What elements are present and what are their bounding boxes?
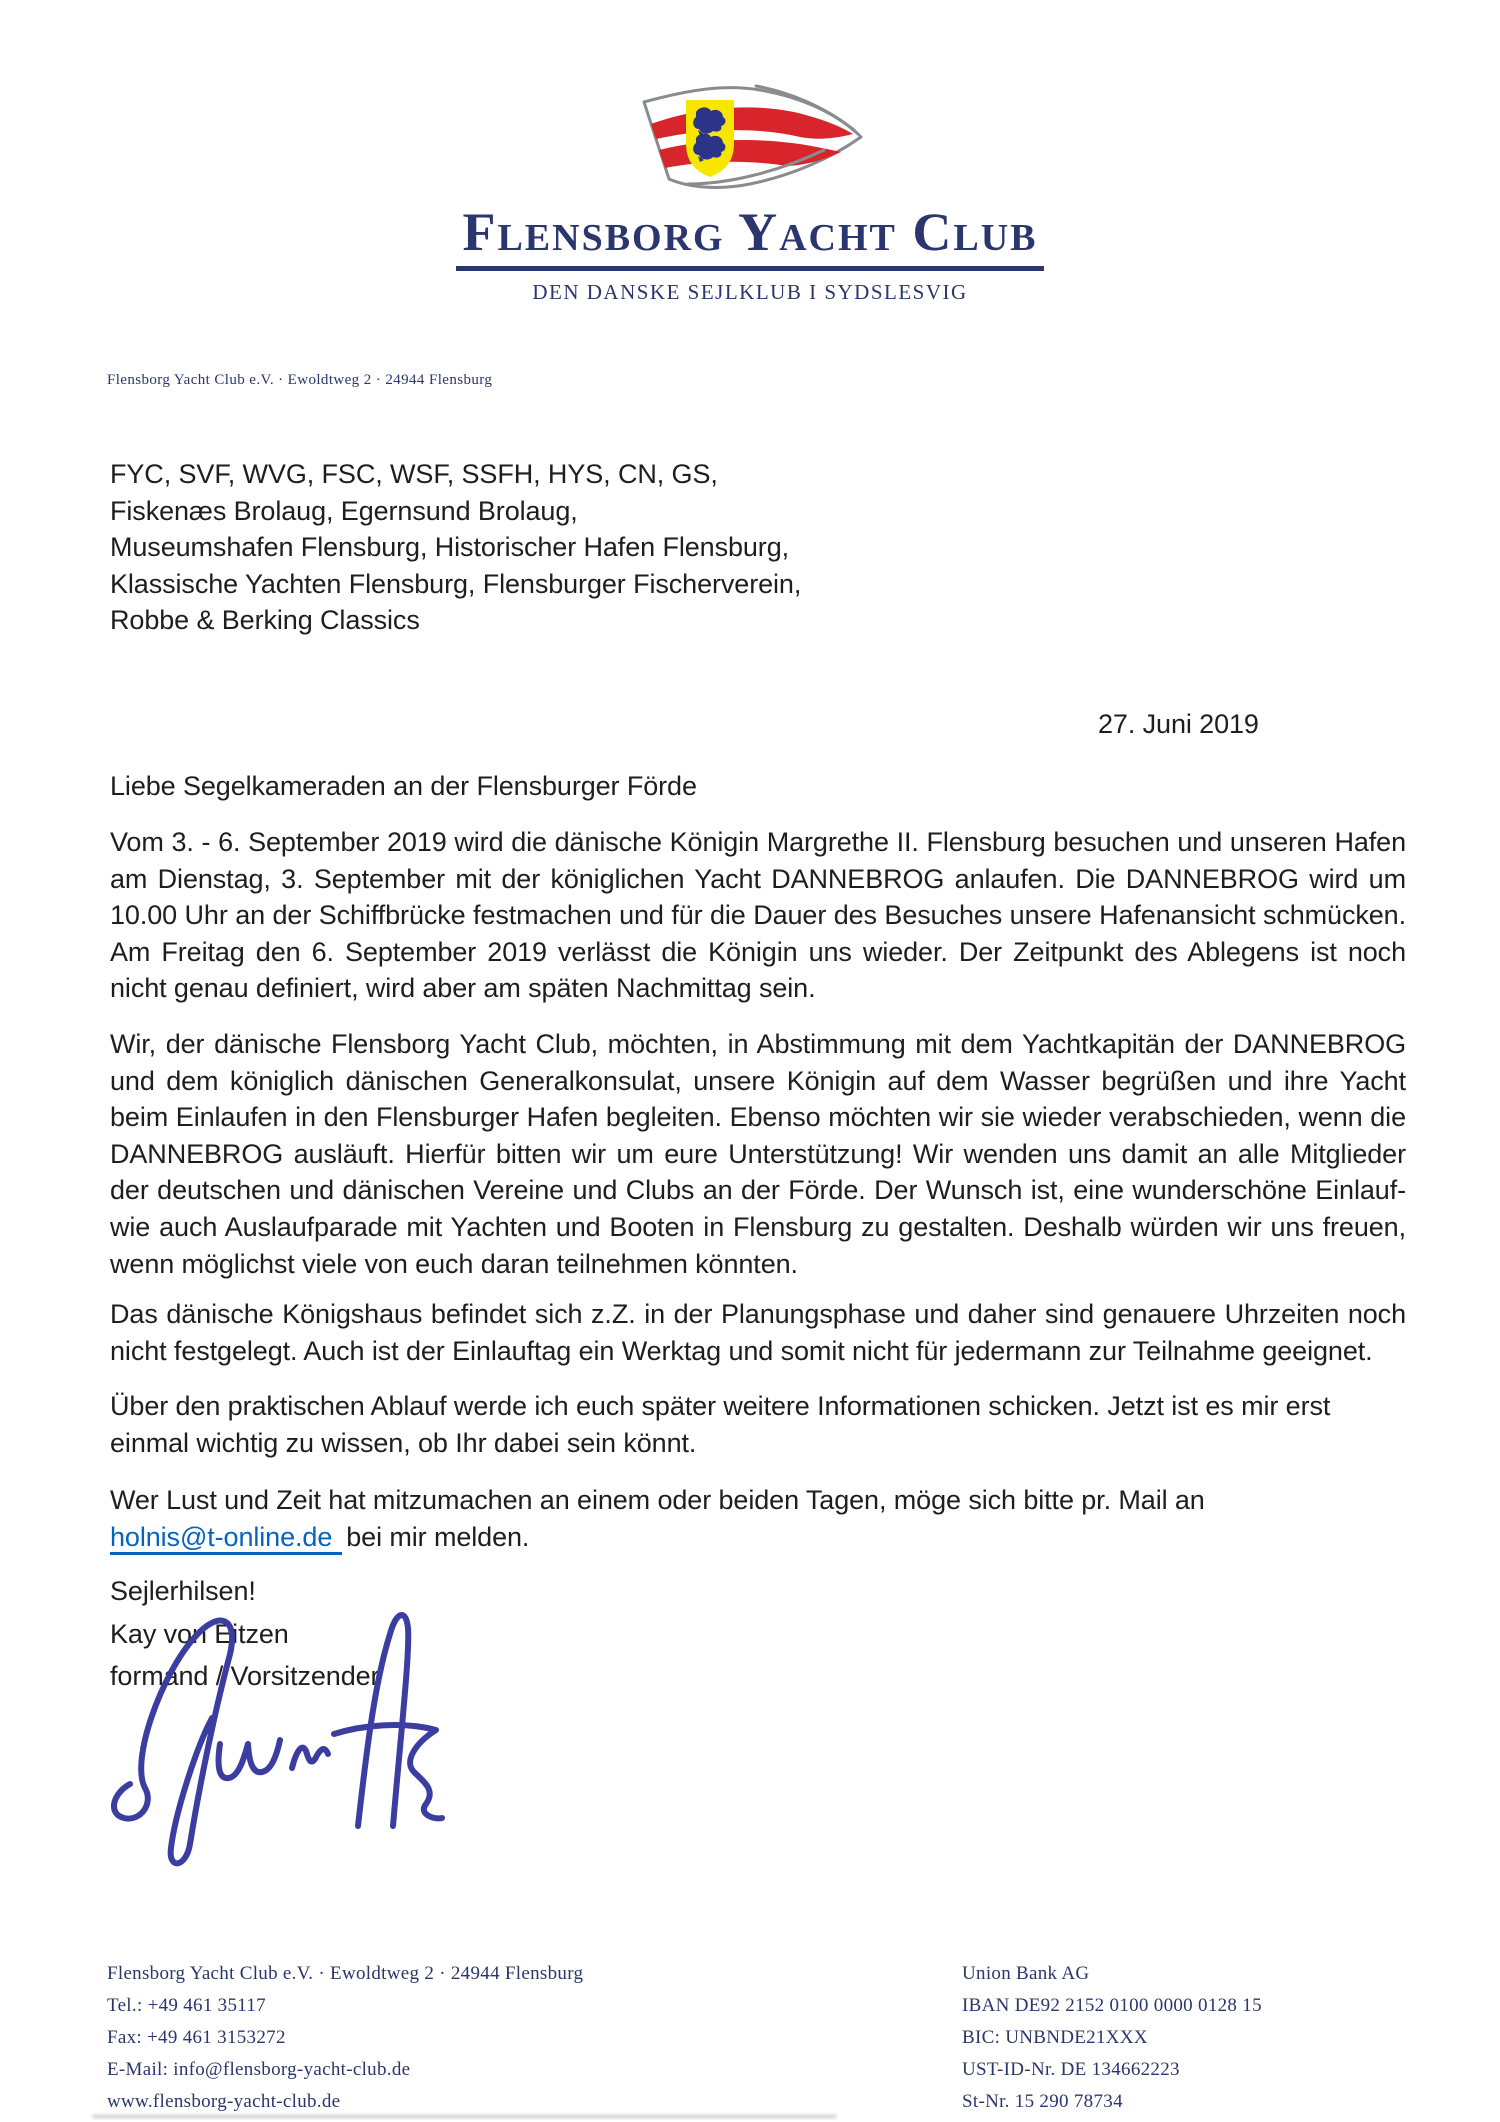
footer-fax: Fax: +49 461 3153272 xyxy=(107,2027,286,2048)
paragraph-parade-request: Wir, der dänische Flensborg Yacht Club, möchten, in Abstimmung mit dem Yachtkapitän der DANNEBROG und dem königlich dänischen Generalkonsulat, unsere Königin auf dem Wasser begrüßen und ihre Yacht beim Einlaufen in den Flensburger Hafen begleiten. Ebenso möchten wir sie wieder verabschieden, wenn die DANNEBROG ausläuft. Hierfür bitten wir um eure Unterstützung! Wir wenden uns damit an alle Mitglieder der deutschen und dänischen Vereine und Clubs an der Förde. Der Wunsch ist, eine wunderschöne Einlauf- wie auch Auslaufparade mit Yachten und Booten in Flensburg zu gestalten. Deshalb würden wir uns freuen, wenn möglichst viele von euch daran teilnehmen könnten. xyxy=(110,1029,1406,1279)
club-tagline: DEN DANSKE SEJLKLUB I SYDSLESVIG xyxy=(532,279,968,304)
footer-contact-block xyxy=(107,1958,583,2118)
signoff-role: formand / Vorsitzender xyxy=(110,1661,380,1691)
footer-bank-name: Union Bank AG xyxy=(962,1963,1090,1984)
footer-st-nr: St-Nr. 15 290 78734 xyxy=(962,2091,1123,2112)
footer-ust-id: UST-ID-Nr. DE 134662223 xyxy=(962,2059,1180,2080)
footer-address: Flensborg Yacht Club e.V. · Ewoldtweg 2 · 24944 Flensburg xyxy=(107,1963,584,1984)
signoff-name: Kay von Eitzen xyxy=(110,1618,289,1649)
contact-text-post: bei mir melden. xyxy=(346,1521,530,1552)
footer-bic: BIC: UNBNDE21XXX xyxy=(962,2027,1148,2048)
footer-website: www.flensborg-yacht-club.de xyxy=(107,2091,341,2112)
recipient-line: Museumshafen Flensburg, Historischer Hafen Flensburg, xyxy=(110,532,790,563)
recipient-line: Robbe & Berking Classics xyxy=(110,605,420,636)
paragraph-further-info: Über den praktischen Ablauf werde ich euch später weitere Informationen schicken. Jetzt ist es mir erst einmal wichtig zu wissen, ob Ihr dabei sein könnt. xyxy=(110,1391,1331,1458)
letter-date: 27. Juni 2019 xyxy=(1098,709,1259,739)
footer-iban: IBAN DE92 2152 0100 0000 0128 15 xyxy=(962,1995,1262,2016)
paragraph-contact xyxy=(110,1482,1406,1555)
footer-phone: Tel.: +49 461 35117 xyxy=(107,1995,266,2016)
paragraph-visit-announcement: Vom 3. - 6. September 2019 wird die dänische Königin Margrethe II. Flensburg besuchen und unseren Hafen am Dienstag, 3. September mit der königlichen Yacht DANNEBROG anlaufen. Die DANNEBROG wird um 10.00 Uhr an der Schiffbrücke festmachen und für die Dauer des Besuches unsere Hafenansicht schmücken. Am Freitag den 6. September 2019 verlässt die Königin uns wieder. Der Zeitpunkt des Ablegens ist noch nicht genau definiert, wird aber am späten Nachmittag sein. xyxy=(110,827,1406,1004)
scan-artifact xyxy=(92,2114,837,2119)
footer-email: E-Mail: info@flensborg-yacht-club.de xyxy=(107,2059,411,2080)
signoff-greeting: Sejlerhilsen! xyxy=(110,1576,256,1606)
recipient-line: Klassische Yachten Flensburg, Flensburger Fischerverein, xyxy=(110,568,802,599)
salutation: Liebe Segelkameraden an der Flensburger Förde xyxy=(110,771,697,801)
recipient-list xyxy=(110,456,801,639)
club-name-title: Flensborg Yacht Club xyxy=(456,204,1043,271)
paragraph-planning-status: Das dänische Königshaus befindet sich z.Z. in der Planungsphase und daher sind genauere Uhrzeiten noch nicht festgelegt. Auch ist der Einlauftag ein Werktag und somit nicht für jedermann zur Teilnahme geeignet. xyxy=(110,1299,1406,1366)
contact-text-pre: Wer Lust und Zeit hat mitzumachen an einem oder beiden Tagen, möge sich bitte pr. Mail an xyxy=(110,1485,1205,1515)
email-link[interactable]: holnis@t-online.de xyxy=(110,1522,342,1555)
signoff-block xyxy=(110,1570,379,1698)
recipient-line: FYC, SVF, WVG, FSC, WSF, SSFH, HYS, CN, GS, xyxy=(110,459,718,489)
club-burgee-icon xyxy=(628,80,872,206)
footer-bank-block xyxy=(962,1958,1262,2118)
recipient-line: Fiskenæs Brolaug, Egernsund Brolaug, xyxy=(110,495,578,526)
sender-address-line: Flensborg Yacht Club e.V. · Ewoldtweg 2 · 24944 Flensburg xyxy=(107,372,493,388)
letterhead xyxy=(0,204,1500,305)
